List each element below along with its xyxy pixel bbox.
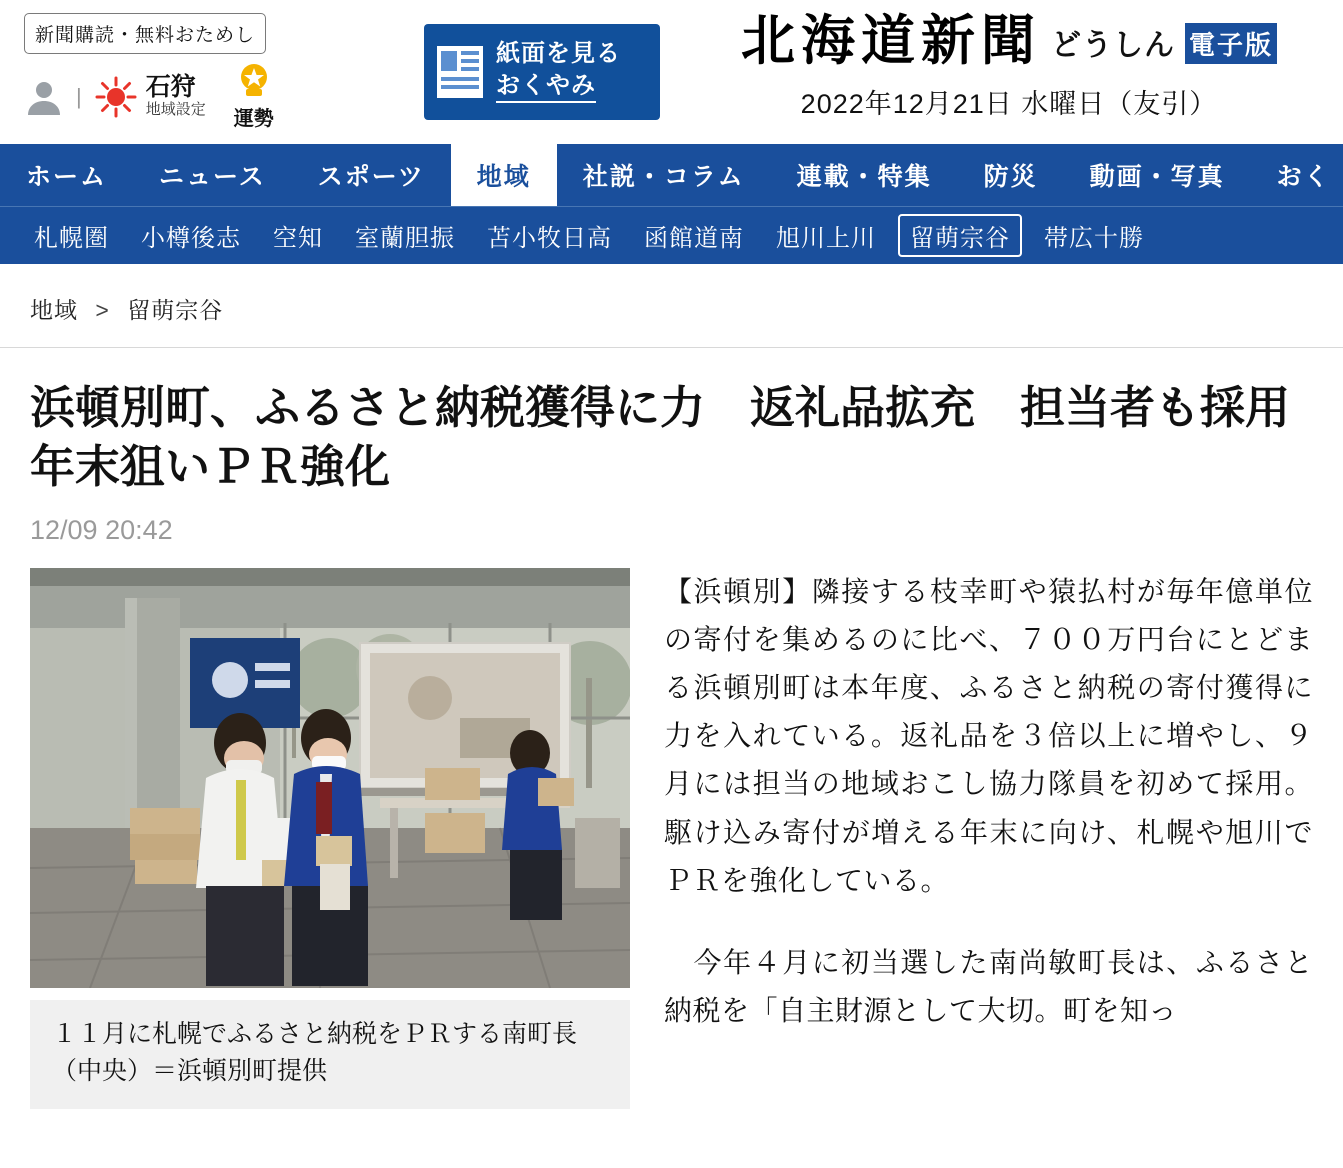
subnav-item-tomakomai-hidaka[interactable]: 苫小牧日高	[487, 225, 612, 252]
paper-view-label: 紙面を見る	[496, 39, 621, 67]
fortune-label: 運勢	[233, 108, 274, 130]
article-paragraph: 【浜頓別】隣接する枝幸町や猿払村が毎年億単位の寄付を集めるのに比べ、７００万円台にとどまる浜頓別町は本年度、ふるさと納税の寄付獲得に力を入れている。返礼品を３倍以上に増やし、９月には担当の地域おこし協力隊員を初めて採用。駆け込み寄付が増える年末に向け、札幌や旭川でＰＲを強化している。	[664, 575, 1313, 896]
paper-view-button[interactable]	[424, 24, 660, 120]
star-medal-icon	[235, 62, 273, 100]
article	[0, 347, 1343, 1109]
article-body	[30, 568, 1313, 1109]
subnav-item-otaru-shiribeshi[interactable]: 小樽後志	[141, 225, 241, 252]
nav-item-home[interactable]: ホーム	[26, 163, 108, 191]
nav-item-series-features[interactable]: 連載・特集	[796, 163, 932, 191]
nav-item-sports[interactable]: スポーツ	[317, 163, 425, 191]
subnav-item-sapporo[interactable]: 札幌圏	[34, 225, 109, 252]
nav-item-disaster-prevention[interactable]: 防災	[983, 163, 1038, 191]
breadcrumb-separator: >	[95, 297, 110, 323]
region-setting-button[interactable]	[94, 74, 206, 119]
region-name: 石狩	[145, 72, 196, 101]
vertical-divider: |	[76, 83, 82, 109]
paper-button-labels	[496, 41, 621, 104]
account-region-row	[24, 62, 384, 131]
article-timestamp: 12/09 20:42	[30, 514, 173, 545]
sun-icon	[94, 75, 138, 119]
primary-navigation	[0, 144, 1343, 206]
masthead	[699, 11, 1319, 121]
article-photo	[30, 568, 630, 988]
topbar-left-cluster	[24, 13, 384, 131]
top-utility-bar	[0, 0, 1343, 144]
digital-edition-badge: 電子版	[1185, 23, 1277, 64]
secondary-navigation	[0, 206, 1343, 264]
nav-item-editorial-column[interactable]: 社説・コラム	[582, 163, 745, 191]
breadcrumb	[0, 264, 1343, 347]
nav-item-region[interactable]: 地域	[451, 144, 557, 206]
nav-item-obituary[interactable]: おく	[1276, 163, 1331, 191]
nav-item-news[interactable]: ニュース	[159, 163, 266, 191]
subnav-item-obihiro-tokachi[interactable]: 帯広十勝	[1044, 225, 1144, 252]
subnav-item-hakodate-dounan[interactable]: 函館道南	[644, 225, 744, 252]
page-title: 浜頓別町、ふるさと納税獲得に力 返礼品拡充 担当者も採用 年末狙いＰＲ強化	[30, 382, 1336, 493]
masthead-row	[699, 11, 1319, 71]
subnav-item-asahikawa-kamikawa[interactable]: 旭川上川	[776, 225, 876, 252]
subnav-item-muroran-iburi[interactable]: 室蘭胆振	[355, 225, 455, 252]
region-text-block	[146, 74, 206, 119]
subnav-item-sorachi[interactable]: 空知	[273, 225, 323, 252]
subscribe-trial-button[interactable]: 新聞購読・無料おためし	[24, 13, 266, 54]
fortune-button[interactable]	[234, 62, 274, 131]
breadcrumb-current[interactable]: 留萌宗谷	[127, 297, 224, 323]
user-avatar-icon[interactable]	[24, 77, 64, 117]
article-paragraph: 今年４月に初当選した南尚敏町長は、ふるさと納税を「自主財源として大切。町を知っ	[664, 946, 1313, 1027]
photo-caption: １１月に札幌でふるさと納税をＰＲする南町長（中央）＝浜頓別町提供	[30, 1000, 630, 1109]
nav-item-video-photo[interactable]: 動画・写真	[1089, 163, 1225, 191]
masthead-title[interactable]: 北海道新聞	[740, 11, 1041, 71]
current-date: 2022年12月21日 水曜日（友引）	[800, 89, 1218, 119]
article-text-column	[664, 568, 1313, 1109]
article-media-column	[30, 568, 630, 1109]
newspaper-icon	[434, 41, 486, 103]
region-setting-label: 地域設定	[145, 101, 206, 119]
obituary-label: おくやみ	[496, 73, 596, 103]
breadcrumb-root[interactable]: 地域	[30, 297, 78, 323]
subnav-item-rumoi-souya[interactable]: 留萌宗谷	[898, 214, 1022, 257]
masthead-subtitle: どうしん	[1050, 29, 1175, 62]
